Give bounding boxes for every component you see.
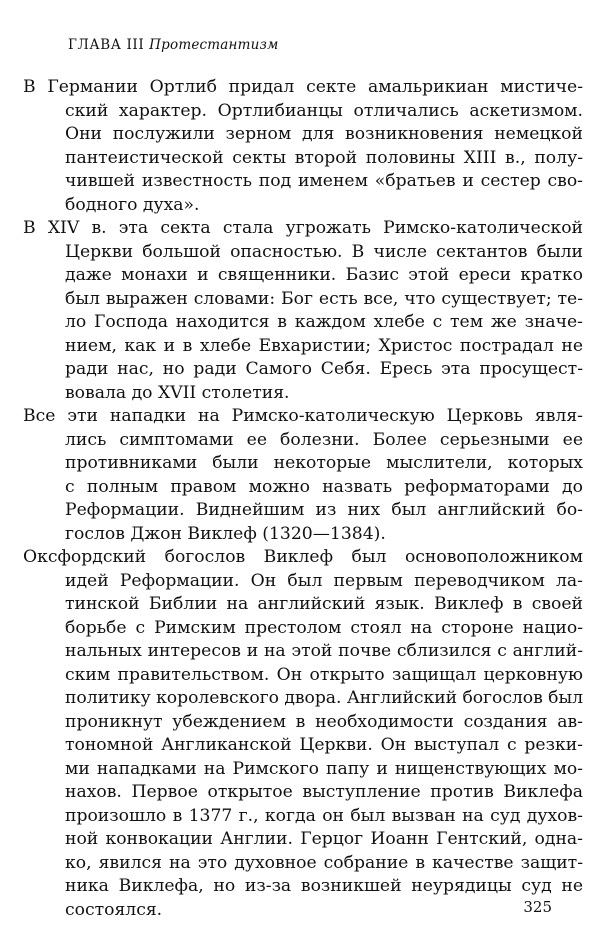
text-line: ной конвокации Англии. Герцог Иоанн Гентский, одна- bbox=[65, 829, 583, 849]
text-line: нальных интересов и на этой почве сблизился с англий- bbox=[65, 641, 583, 661]
text-line: вовала до XVII столетия. bbox=[65, 382, 290, 403]
text-line: лись симптомами ее болезни. Более серьезными ее bbox=[65, 429, 583, 450]
paragraph bbox=[23, 546, 583, 922]
text-line: Церкви большой опасностью. В числе сектантов были bbox=[65, 241, 583, 262]
text-line: тинской Библии на английский язык. Виклеф в своей bbox=[65, 594, 583, 614]
text-line: Оксфордский богослов Виклеф был основоположником bbox=[23, 547, 583, 567]
text-line: борьбе с Римским престолом стоял на стороне нацио- bbox=[65, 617, 583, 638]
text-line: состоялся. bbox=[65, 899, 163, 920]
text-line: политику королевского двора. Английский богослов был bbox=[65, 688, 583, 708]
paragraph bbox=[23, 217, 583, 405]
text-line: произошло в 1377 г., когда он был вызван на суд духов- bbox=[65, 805, 583, 826]
paragraph bbox=[23, 405, 583, 546]
text-line: В Германии Ортлиб придал секте амальрикиан мистиче- bbox=[23, 77, 583, 97]
text-line: тономной Англиканской Церкви. Он выступал с резки- bbox=[65, 735, 583, 755]
text-line: Все эти нападки на Римско-католическую Церковь явля- bbox=[23, 406, 583, 426]
text-line: даже монахи и священники. Базис этой ереси кратко bbox=[65, 265, 583, 285]
text-line: был выражен словами: Бог есть все, что существует; те- bbox=[65, 288, 583, 309]
text-line: Реформации. Виднейшим из них был английский бо- bbox=[65, 500, 583, 520]
body-text bbox=[23, 76, 583, 922]
text-line: ский характер. Ортлибианцы отличались аскетизмом. bbox=[65, 100, 583, 121]
text-line: проникнут убеждением в необходимости создания ав- bbox=[65, 711, 583, 732]
text-line: ради нас, но ради Самого Себя. Ересь эта просущест- bbox=[65, 359, 583, 379]
text-line: противниками были некоторые мыслители, которых bbox=[65, 453, 583, 473]
text-line: В XIV в. эта секта стала угрожать Римско-католической bbox=[23, 218, 583, 238]
chapter-topic: Протестантизм bbox=[149, 37, 279, 53]
text-line: нием, как и в хлебе Евхаристии; Христос пострадал не bbox=[65, 335, 583, 356]
text-line: ко, явился на это духовное собрание в качестве защит- bbox=[65, 852, 583, 873]
text-line: бодного духа». bbox=[65, 194, 200, 215]
paragraph bbox=[23, 76, 583, 217]
text-line: ми нападками на Римского папу и нищенствующих мо- bbox=[65, 758, 583, 779]
text-line: чившей известность под именем «братьев и сестер сво- bbox=[65, 171, 583, 191]
text-line: с полным правом можно назвать реформаторами до bbox=[65, 476, 583, 497]
text-line: Они послужили зерном для возникновения немецкой bbox=[65, 124, 583, 144]
text-line: ника Виклефа, но из-за возникшей неурядицы суд не bbox=[65, 876, 583, 896]
text-line: гослов Джон Виклеф (1320—1384). bbox=[65, 523, 386, 544]
text-line: нахов. Первое открытое выступление против Виклефа bbox=[65, 782, 583, 802]
page-number: 325 bbox=[523, 898, 552, 916]
text-line: ским правительством. Он открыто защищал церковную bbox=[65, 664, 583, 685]
text-line: идей Реформации. Он был первым переводчиком ла- bbox=[65, 570, 583, 591]
text-line: ло Господа находится в каждом хлебе с тем же значе- bbox=[65, 312, 583, 332]
chapter-label: ГЛАВА III bbox=[68, 37, 145, 53]
running-header bbox=[68, 37, 278, 53]
text-line: пантеистической секты второй половины XIII в., полу- bbox=[65, 147, 583, 168]
